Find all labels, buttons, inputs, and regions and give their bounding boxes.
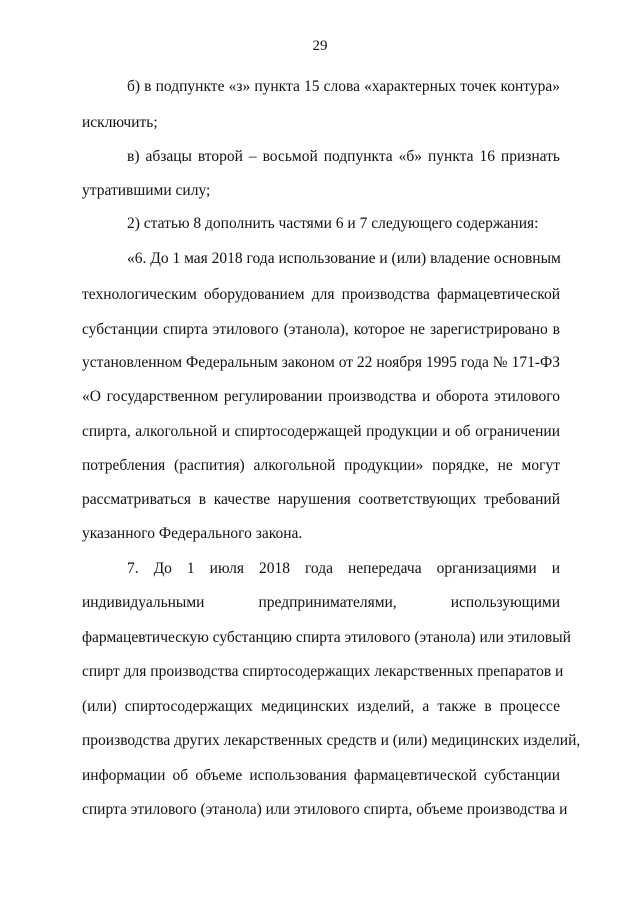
text-line: указанного Федерального закона.	[82, 525, 303, 542]
text-line: рассматриваться в качестве нарушения соответствующих требований	[82, 491, 560, 508]
text-line: технологическим оборудованием для производства фармацевтической	[82, 286, 560, 303]
text-line: установленном Федеральным законом от 22 ноября 1995 года № 171-ФЗ	[82, 354, 560, 371]
text-line: спирта этилового (этанола) или этилового спирта, объеме производства и	[82, 801, 568, 818]
text-line: фармацевтическую субстанцию спирта этилового (этанола) или этиловый	[82, 629, 571, 646]
text-line: субстанции спирта этилового (этанола), которое не зарегистрировано в	[82, 321, 560, 338]
text-line: в) абзацы второй – восьмой подпункта «б» пункта 16 признать	[127, 148, 560, 165]
text-line: 7. До 1 июля 2018 года непередача организациями и	[127, 560, 560, 577]
text-line: спирт для производства спиртосодержащих лекарственных препаратов и	[82, 663, 564, 680]
text-line: спирта, алкогольной и спиртосодержащей продукции и об ограничении	[82, 423, 560, 440]
text-line: потребления (распития) алкогольной продукции» порядке, не могут	[82, 457, 560, 474]
text-line: «О государственном регулировании производства и оборота этилового	[82, 388, 560, 405]
text-line: индивидуальными предпринимателями, использующими	[82, 594, 560, 611]
text-line: 2) статью 8 дополнить частями 6 и 7 следующего содержания:	[127, 215, 539, 232]
text-line: исключить;	[82, 114, 158, 131]
text-line: (или) спиртосодержащих медицинских изделий, а также в процессе	[82, 698, 560, 715]
text-line: информации об объеме использования фармацевтической субстанции	[82, 767, 560, 784]
text-line: производства других лекарственных средств и (или) медицинских изделий,	[82, 732, 581, 749]
text-line: «6. До 1 мая 2018 года использование и (или) владение основным	[127, 250, 561, 267]
text-line: утратившими силу;	[82, 182, 211, 199]
page-number: 29	[312, 38, 328, 54]
text-line: б) в подпункте «з» пункта 15 слова «характерных точек контура»	[127, 78, 560, 95]
